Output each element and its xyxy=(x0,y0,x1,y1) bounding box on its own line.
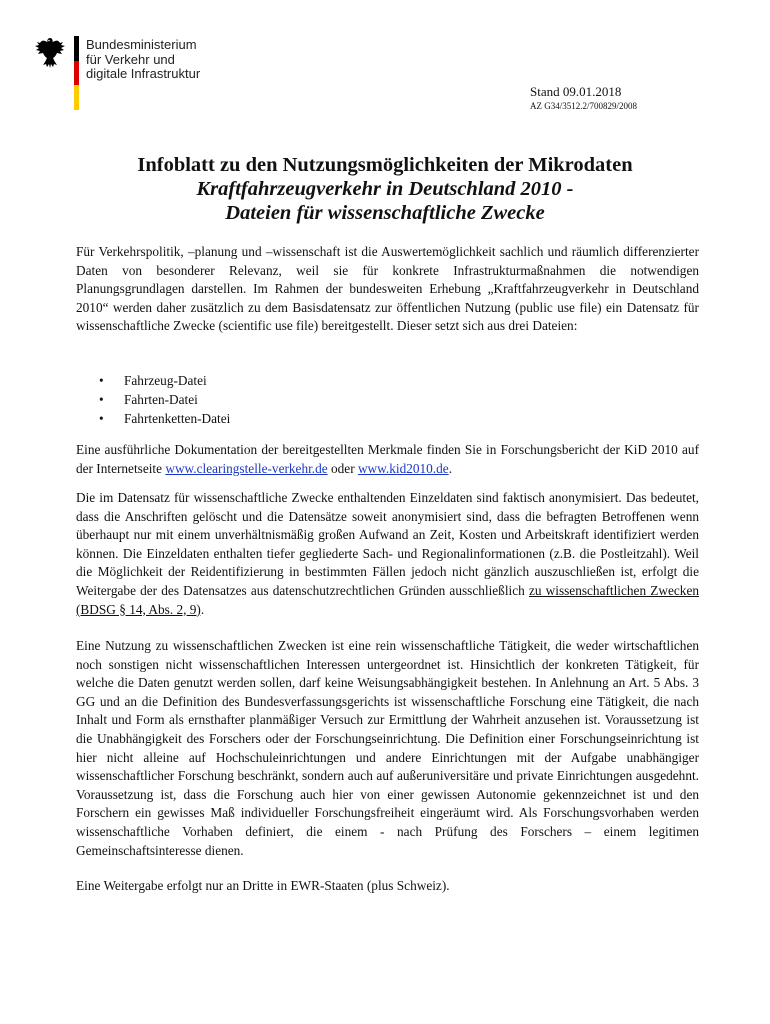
federal-eagle-icon xyxy=(34,36,66,70)
ministry-line-3: digitale Infrastruktur xyxy=(86,66,201,81)
flag-stripe xyxy=(74,36,79,110)
transfer-paragraph: Eine Weitergabe erfolgt nur an Dritte in EWR-Staaten (plus Schweiz). xyxy=(76,878,450,893)
purpose-paragraph: Eine Nutzung zu wissenschaftlichen Zwecken ist eine rein wissenschaftliche Tätigkeit, die weder wirtschaftlichen noch sonstigen nicht wissenschaftlichen Interessen untergeordnet ist. Hinsichtlich der konkreten Tätigkeit, für welche die Daten genutzt werden sollen, darf keine Weisungsabhängigkeit bestehen. In Anlehnung an Art. 5 Abs. 3 GG und an die Definition des Bundesverfassungsgerichts ist wissenschaftliche Forschung eine Tätigkeit, die nach Inhalt und Form als ernsthafter planmäßiger Versuch zur Ermittlung der Wahrheit anzusehen ist. Voraussetzung ist die Unabhängigkeit des Forschers oder der Forschungseinrichtung. Die Definition einer Forschungseinrichtung ist hier nicht alleine auf Hochschuleinrichtungen und andere Einrichtungen mit der Aufgabe unabhängiger wissenschaftlicher Forschung beschränkt, sondern auch auf außeruniversitäre und private Einrichtungen ausgedehnt. Voraussetzung ist, dass die Forschung auch hier von einer gewissen Autonomie gekennzeichnet ist und den Forschern ein gewisses Maß individueller Forschungsfreiheit eingeräumt wird. Als Forschungsvorhaben werden wissenschaftliche Vorhaben definiert, die einem - nach Prüfung des Forschers – einem legitimen Gemeinschaftsinteresse dienen. xyxy=(76,638,699,858)
privacy-text: Die im Datensatz für wissenschaftliche Zwecke enthaltenden Einzeldaten sind faktisch anonymisiert. Das bedeutet, dass die Anschriften gelöscht und die Datensätze soweit anonymisiert sind, dass die befragten Betroffenen wenn überhaupt nur mit einem unverhältnismäßig großen Aufwand an Zeit, Kosten und Arbeitskraft identifiziert werden können. Die Einzeldaten enthalten tiefer gegliederte Sach- und Regionalinformationen (z.B. die Postleitzahl). Weil die Möglichkeit der Reidentifizierung in bestimmten Fällen jedoch nicht gänzlich auszuschließen ist, erfolgt die Weitergabe der des Datensatzes aus datenschutzrechtlichen Gründen ausschließlich xyxy=(76,490,699,598)
list-item: • Fahrten-Datei xyxy=(76,390,230,409)
list-item: • Fahrzeug-Datei xyxy=(76,371,230,390)
list-item: • Fahrtenketten-Datei xyxy=(76,409,230,428)
ministry-logo xyxy=(34,36,214,116)
flag-gold xyxy=(74,85,79,110)
privacy-end: . xyxy=(200,601,205,617)
doc-text-before: Eine ausführliche Dokumentation der bereitgestellten Merkmale finden Sie in Forschungsbericht der KiD 2010 auf der Internetseite xyxy=(76,442,699,476)
title-line-1: Infoblatt zu den Nutzungsmöglichkeiten der Mikrodaten xyxy=(137,154,633,176)
stand-date: Stand 09.01.2018 xyxy=(530,84,622,99)
flag-red xyxy=(74,61,79,86)
doc-text-middle: oder xyxy=(327,460,358,476)
doc-text-after: . xyxy=(448,460,453,476)
file-list xyxy=(76,371,230,428)
ministry-name xyxy=(86,38,200,82)
documentation-paragraph xyxy=(76,441,699,478)
file-reference: AZ G34/3512.2/700829/2008 xyxy=(530,101,637,111)
intro-paragraph: Für Verkehrspolitik, –planung und –wissenschaft ist die Auswertemöglichkeit sachlich und räumlich differenzierter Daten von besonderer Relevanz, weil sie für konkrete Infrastrukturmaßnahmen die notwendigen Planungsgrundlagen darstellen. Im Rahmen der bundesweiten Erhebung „Kraftfahrzeugverkehr in Deutschland 2010“ werden daher zusätzlich zu dem Basisdatensatz zur öffentlichen Nutzung (public use file) ein Datensatz für wissenschaftliche Zwecke (scientific use file) bereitgestellt. Dieser setzt sich aus drei Dateien: xyxy=(76,244,699,334)
ministry-line-1: Bundesministerium xyxy=(86,37,197,52)
privacy-paragraph xyxy=(76,489,699,619)
clearingstelle-link[interactable]: www.clearingstelle-verkehr.de xyxy=(165,460,328,476)
title-line-2: Kraftfahrzeugverkehr in Deutschland 2010 - xyxy=(196,178,574,200)
title-line-3: Dateien für wissenschaftliche Zwecke xyxy=(225,202,545,224)
privacy-legal-reference: zu wissenschaftlichen Zwecken (BDSG § 14, Abs. 2, 9) xyxy=(76,582,699,617)
ministry-line-2: für Verkehr und xyxy=(86,51,175,67)
document-title xyxy=(80,153,690,225)
kid2010-link[interactable]: www.kid2010.de xyxy=(357,460,449,476)
flag-black xyxy=(74,36,79,61)
